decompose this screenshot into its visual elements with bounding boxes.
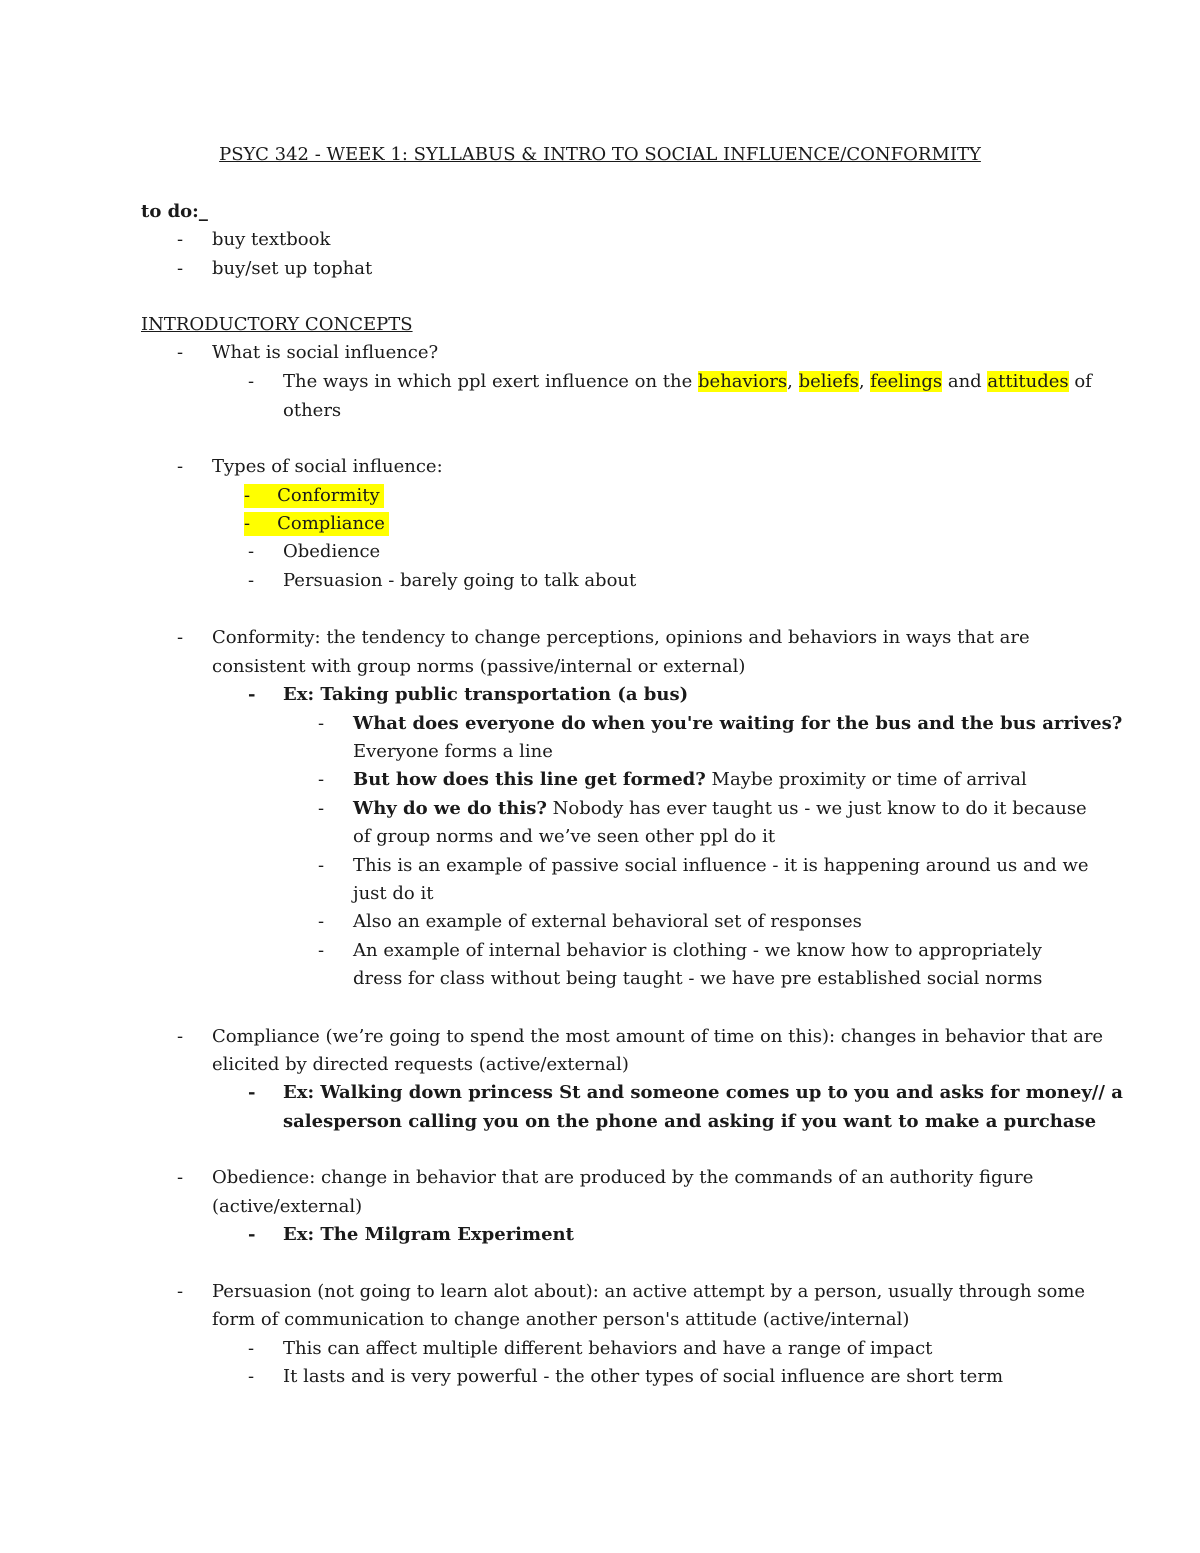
bullet-dash: - [318,940,325,961]
bullet-dash: - [248,684,256,705]
persuasion-definition-cont: form of communication to change another person's attitude (active/internal) [212,1309,910,1330]
bullet-dash: - [318,713,325,734]
obedience-definition: Obedience: change in behavior that are produced by the commands of an authority figure [212,1167,1034,1188]
answer-text: Maybe proximity or time of arrival [705,769,1027,790]
type-label: Conformity [277,485,380,506]
bullet-dash: - [248,371,255,392]
type-item-conformity [244,484,384,508]
compliance-definition-cont: elicited by directed requests (active/external) [212,1054,629,1075]
definition-plain: , [858,371,871,392]
bullet-dash: - [177,1167,184,1188]
answer-text: Nobody has ever taught us - we just know to do it because [546,798,1087,819]
bullet-dash: - [177,1026,184,1047]
example-point [353,768,1027,792]
example-point: This is an example of passive social influence - it is happening around us and we [353,855,1089,876]
bullet-dash: - [244,485,251,506]
bullet-dash: - [177,1281,184,1302]
highlight-attitudes: attitudes [987,371,1069,392]
example-point: Also an example of external behavioral set of responses [353,911,862,932]
todo-item: buy/set up tophat [212,258,373,279]
definition-continuation: others [283,400,342,421]
bullet-dash: - [318,855,325,876]
compliance-example-cont: salesperson calling you on the phone and asking if you want to make a purchase [283,1111,1097,1132]
bold-question: Why do we do this? [353,798,547,819]
obedience-example: Ex: The Milgram Experiment [283,1224,574,1245]
bullet-dash: - [248,1224,256,1245]
example-point-cont: of group norms and we’ve seen other ppl do it [353,826,776,847]
highlight-behaviors: behaviors [698,371,788,392]
types-heading: Types of social influence: [212,456,443,477]
highlight-beliefs: beliefs [798,371,859,392]
persuasion-definition: Persuasion (not going to learn alot about): an active attempt by a person, usually through some [212,1281,1086,1302]
question-text: What is social influence? [212,342,439,363]
example-point [353,797,1087,821]
example-point-cont: dress for class without being taught - we have pre established social norms [353,968,1043,989]
obedience-definition-cont: (active/external) [212,1196,363,1217]
bold-question: But how does this line get formed? [353,769,706,790]
example-point-cont: Everyone forms a line [353,741,553,762]
example-point-cont: just do it [353,883,434,904]
page-title: PSYC 342 - WEEK 1: SYLLABUS & INTRO TO SOCIAL INFLUENCE/CONFORMITY [219,144,981,165]
type-item-persuasion: Persuasion - barely going to talk about [283,570,637,591]
bullet-dash: - [177,456,184,477]
bold-question: What does everyone do when you're waiting for the bus and the bus arrives? [353,713,1123,734]
bullet-dash: - [248,1082,256,1103]
bullet-dash: - [318,911,325,932]
definition-plain: The ways in which ppl exert influence on the [283,371,699,392]
bullet-dash: - [177,258,184,279]
persuasion-point: This can affect multiple different behaviors and have a range of impact [283,1338,933,1359]
definition-text [283,370,1092,394]
highlight-feelings: feelings [870,371,943,392]
bullet-dash: - [248,1338,255,1359]
compliance-definition: Compliance (we’re going to spend the most amount of time on this): changes in behavior that are [212,1026,1104,1047]
compliance-example: Ex: Walking down princess St and someone comes up to you and asks for money// a [283,1082,1123,1103]
bullet-dash: - [318,769,325,790]
conformity-definition-cont: consistent with group norms (passive/internal or external) [212,656,746,677]
bullet-dash: - [177,627,184,648]
definition-plain: , [787,371,799,392]
example-point: An example of internal behavior is clothing - we know how to appropriately [353,940,1042,961]
conformity-example: Ex: Taking public transportation (a bus) [283,684,689,705]
bullet-dash: - [248,1366,255,1387]
definition-plain: of [1068,371,1092,392]
bullet-dash: - [248,541,255,562]
bullet-dash: - [244,513,251,534]
section-heading: INTRODUCTORY CONCEPTS [141,314,413,335]
type-label: Compliance [277,513,385,534]
bullet-dash: - [177,342,184,363]
bullet-dash: - [177,229,184,250]
bullet-dash: - [248,570,255,591]
persuasion-point: It lasts and is very powerful - the other types of social influence are short term [283,1366,1004,1387]
todo-heading: to do:_ [141,201,208,222]
definition-plain: and [942,371,988,392]
todo-item: buy textbook [212,229,331,250]
bullet-dash: - [318,798,325,819]
type-item-compliance [244,512,389,536]
conformity-definition: Conformity: the tendency to change perceptions, opinions and behaviors in ways that are [212,627,1030,648]
example-point [353,712,1122,736]
type-item-obedience: Obedience [283,541,381,562]
